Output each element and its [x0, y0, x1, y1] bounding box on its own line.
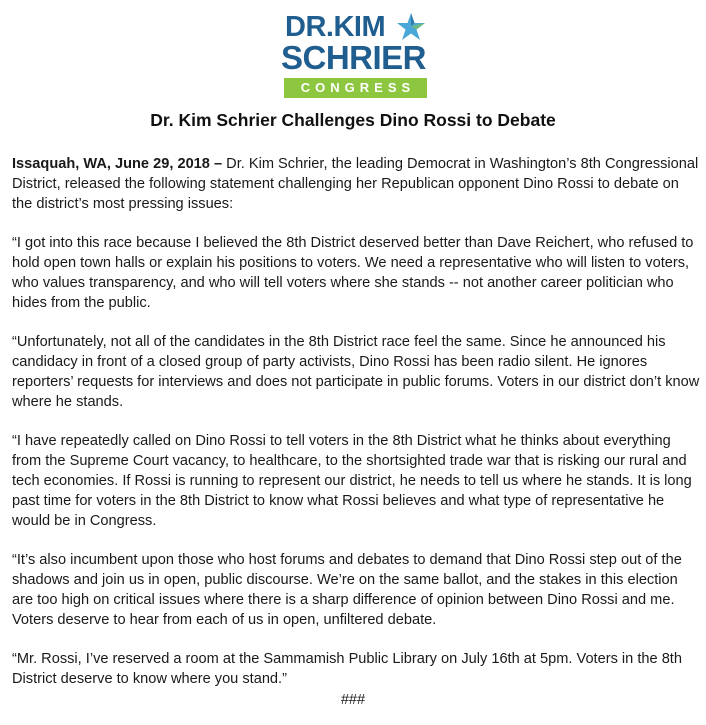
star-icon [396, 12, 426, 42]
end-mark: ### [340, 692, 366, 708]
statement-paragraph-1: “I got into this race because I believed the 8th District deserved better than Dave Reichert, who refused to hold open town halls or explain his positions to voters. We need a representative who will listen to voters, who values transparency, and who will tell voters where she stands -- not another career politician who hides from the public. [12, 235, 694, 311]
press-release-headline: Dr. Kim Schrier Challenges Dino Rossi to Debate [150, 110, 556, 130]
dateline: Issaquah, WA, June 29, 2018 – [12, 156, 223, 172]
logo-congress-bar [284, 78, 427, 98]
statement-paragraph-3: “I have repeatedly called on Dino Rossi to tell voters in the 8th District what he thinks about everything from the Supreme Court vacancy, to healthcare, to the shortsighted trade war that is risking our rural and tech economies. If Rossi is running to represent our district, he needs to tell us where he stands. It is long past time for voters in the 8th District to know what Rossi believes and what type of representative he would be in Congress. [12, 433, 692, 529]
statement-paragraph-2: “Unfortunately, not all of the candidates in the 8th District race feel the same. Since he announced his candidacy in front of a closed group of party activists, Dino Rossi has been radio silent. He ignores reporters’ requests for interviews and does not participate in public forums. Voters in our district don’t know where he stands. [12, 334, 700, 410]
logo-line-schrier: SCHRIER [281, 39, 427, 76]
logo-line-dr-kim: DR.KIM [285, 11, 386, 43]
statement-paragraph-4: “It’s also incumbent upon those who host forums and debates to demand that Dino Rossi step out of the shadows and join us in open, public discourse. We’re on the same ballot, and the stakes in this election are too high on critical issues where there is a sharp difference of opinion between Dino Rossi and me. Voters deserve to hear from each of us in open, unfiltered debate. [12, 552, 682, 628]
intro-paragraph [12, 154, 702, 214]
logo-congress-text: CONGRESS [300, 80, 416, 95]
intro-text: Dr. Kim Schrier, the leading Democrat in Washington’s 8th Congressional District, released the following statement challenging her Republican opponent Dino Rossi to debate on the district’s most pressing issues: [12, 156, 699, 212]
statement-paragraph-5: “Mr. Rossi, I’ve reserved a room at the Sammamish Public Library on July 16th at 5pm. Voters in the 8th District deserve to know where you stand.” [12, 651, 682, 687]
press-release-body [12, 154, 702, 708]
campaign-logo [281, 10, 431, 98]
